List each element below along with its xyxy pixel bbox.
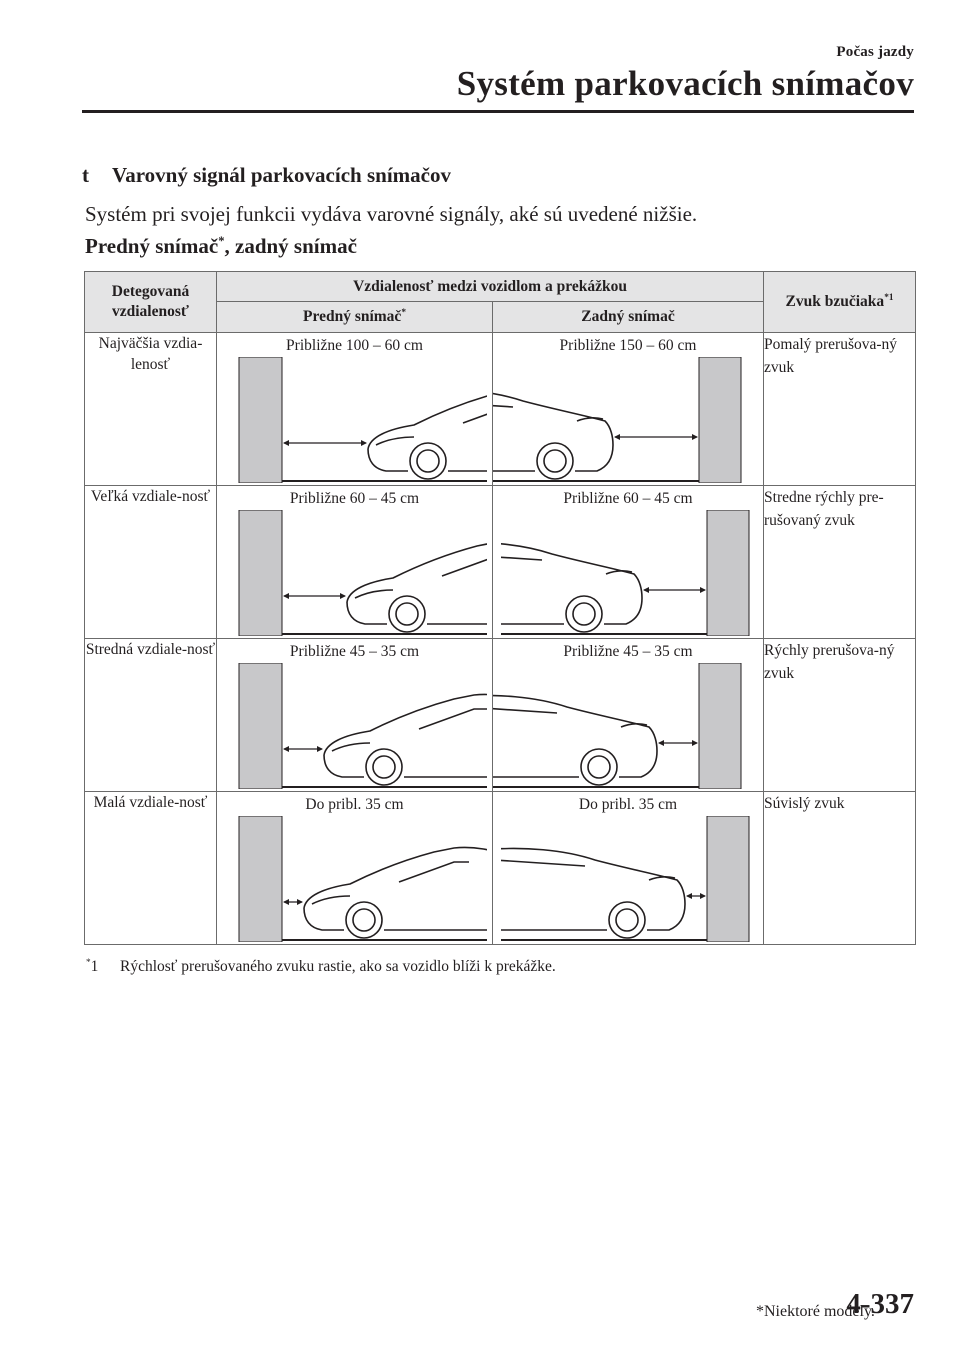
- car-rear-icon: [501, 542, 642, 632]
- buzzer-sound-cell: Rýchly prerušova-ný zvuk: [764, 639, 916, 792]
- footnote-number: 1: [90, 958, 99, 975]
- detected-distance-cell: Stredná vzdiale-nosť: [85, 639, 217, 792]
- front-illustration: [217, 357, 492, 483]
- table-row: [85, 486, 916, 639]
- detected-distance-cell: Veľká vzdiale-nosť: [85, 486, 217, 639]
- distance-arrow-icon: [614, 434, 698, 440]
- subheading-rear: , zadný snímač: [224, 234, 357, 258]
- front-range-label: Približne 60 – 45 cm: [289, 490, 420, 507]
- distance-arrow-icon: [658, 740, 698, 746]
- section-heading-text: Varovný signál parkovacích snímačov: [112, 163, 451, 187]
- front-sensor-cell: [217, 486, 493, 639]
- rear-sensor-cell: [493, 639, 764, 792]
- header-buzzer-sound: [764, 272, 916, 333]
- header-buzzer-label: Zvuk bzučiaka: [785, 293, 885, 310]
- parking-sensor-table: [84, 271, 916, 945]
- distance-arrow-icon: [643, 587, 706, 593]
- header-rule: [82, 110, 914, 113]
- obstacle-wall: [699, 357, 741, 483]
- page-header-title: Systém parkovacích snímačov: [456, 64, 914, 103]
- subheading-star: *: [218, 234, 225, 248]
- buzzer-sound-cell: Stredne rýchly pre-rušovaný zvuk: [764, 486, 916, 639]
- rear-illustration: [493, 816, 763, 942]
- car-front-icon: [347, 541, 487, 632]
- section-bullet-icon: t: [82, 163, 89, 187]
- obstacle-wall: [707, 816, 749, 942]
- rear-range-label: Približne 45 – 35 cm: [563, 643, 693, 660]
- header-front-sensor: [217, 302, 493, 333]
- header-front-star: *: [401, 307, 406, 318]
- rear-illustration: [493, 357, 763, 483]
- distance-arrow-icon: [283, 593, 346, 599]
- front-sensor-cell: [217, 333, 493, 486]
- subheading-front: Predný snímač: [85, 234, 219, 258]
- front-illustration: [217, 663, 492, 789]
- footnote: [86, 958, 556, 976]
- models-note: *Niektoré modely.: [756, 1303, 875, 1320]
- table-row: [85, 792, 916, 945]
- obstacle-wall: [239, 816, 282, 942]
- car-rear-icon: [493, 389, 613, 479]
- rear-sensor-cell: [493, 792, 764, 945]
- rear-sensor-cell: [493, 333, 764, 486]
- obstacle-wall: [699, 663, 741, 789]
- header-rear-sensor: Zadný snímač: [493, 302, 764, 333]
- rear-range-label: Približne 150 – 60 cm: [559, 337, 697, 354]
- distance-arrow-icon: [283, 440, 367, 446]
- front-sensor-cell: [217, 792, 493, 945]
- footnote-text: Rýchlosť prerušovaného zvuku rastie, ako sa vozidlo blíži k prekážke.: [120, 958, 556, 975]
- car-front-icon: [368, 388, 487, 479]
- front-range-label: Približne 45 – 35 cm: [289, 643, 420, 660]
- buzzer-sound-cell: Pomalý prerušova-ný zvuk: [764, 333, 916, 486]
- car-rear-icon: [501, 848, 685, 938]
- rear-range-label: Do pribl. 35 cm: [578, 796, 678, 813]
- table-row: [85, 639, 916, 792]
- rear-range-label: Približne 60 – 45 cm: [563, 490, 693, 507]
- header-buzzer-mark: *1: [884, 292, 894, 303]
- section-heading: [82, 163, 451, 188]
- subheading: [85, 234, 357, 259]
- front-range-label: Približne 100 – 60 cm: [286, 337, 423, 354]
- footnote-mark: [86, 958, 120, 976]
- page-number: 4-337: [846, 1288, 914, 1320]
- rear-illustration: [493, 510, 763, 636]
- car-front-icon: [304, 847, 487, 938]
- obstacle-wall: [239, 357, 282, 483]
- buzzer-sound-cell: Súvislý zvuk: [764, 792, 916, 945]
- detected-distance-cell: Malá vzdiale-nosť: [85, 792, 217, 945]
- detected-distance-cell: Najväčšia vzdia-lenosť: [85, 333, 217, 486]
- header-front-label: Predný snímač: [303, 308, 402, 325]
- car-front-icon: [324, 694, 487, 785]
- distance-arrow-icon: [283, 746, 323, 752]
- rear-sensor-cell: [493, 486, 764, 639]
- front-illustration: [217, 816, 492, 942]
- distance-arrow-icon: [686, 893, 706, 899]
- obstacle-wall: [239, 510, 282, 636]
- header-detected-distance: Detegovaná vzdialenosť: [85, 272, 217, 333]
- rear-illustration: [493, 663, 763, 789]
- front-sensor-cell: [217, 639, 493, 792]
- table-row: [85, 333, 916, 486]
- header-section-label: Počas jazdy: [836, 44, 914, 60]
- obstacle-wall: [707, 510, 749, 636]
- car-rear-icon: [493, 695, 657, 785]
- header-vehicle-obstacle-distance: Vzdialenosť medzi vozidlom a prekážkou: [217, 272, 764, 302]
- front-range-label: Do pribl. 35 cm: [305, 796, 404, 813]
- intro-paragraph: Systém pri svojej funkcii vydáva varovné signály, aké sú uvedené nižšie.: [85, 202, 698, 226]
- obstacle-wall: [239, 663, 282, 789]
- distance-arrow-icon: [283, 899, 303, 905]
- front-illustration: [217, 510, 492, 636]
- footnote-star: *: [86, 957, 91, 968]
